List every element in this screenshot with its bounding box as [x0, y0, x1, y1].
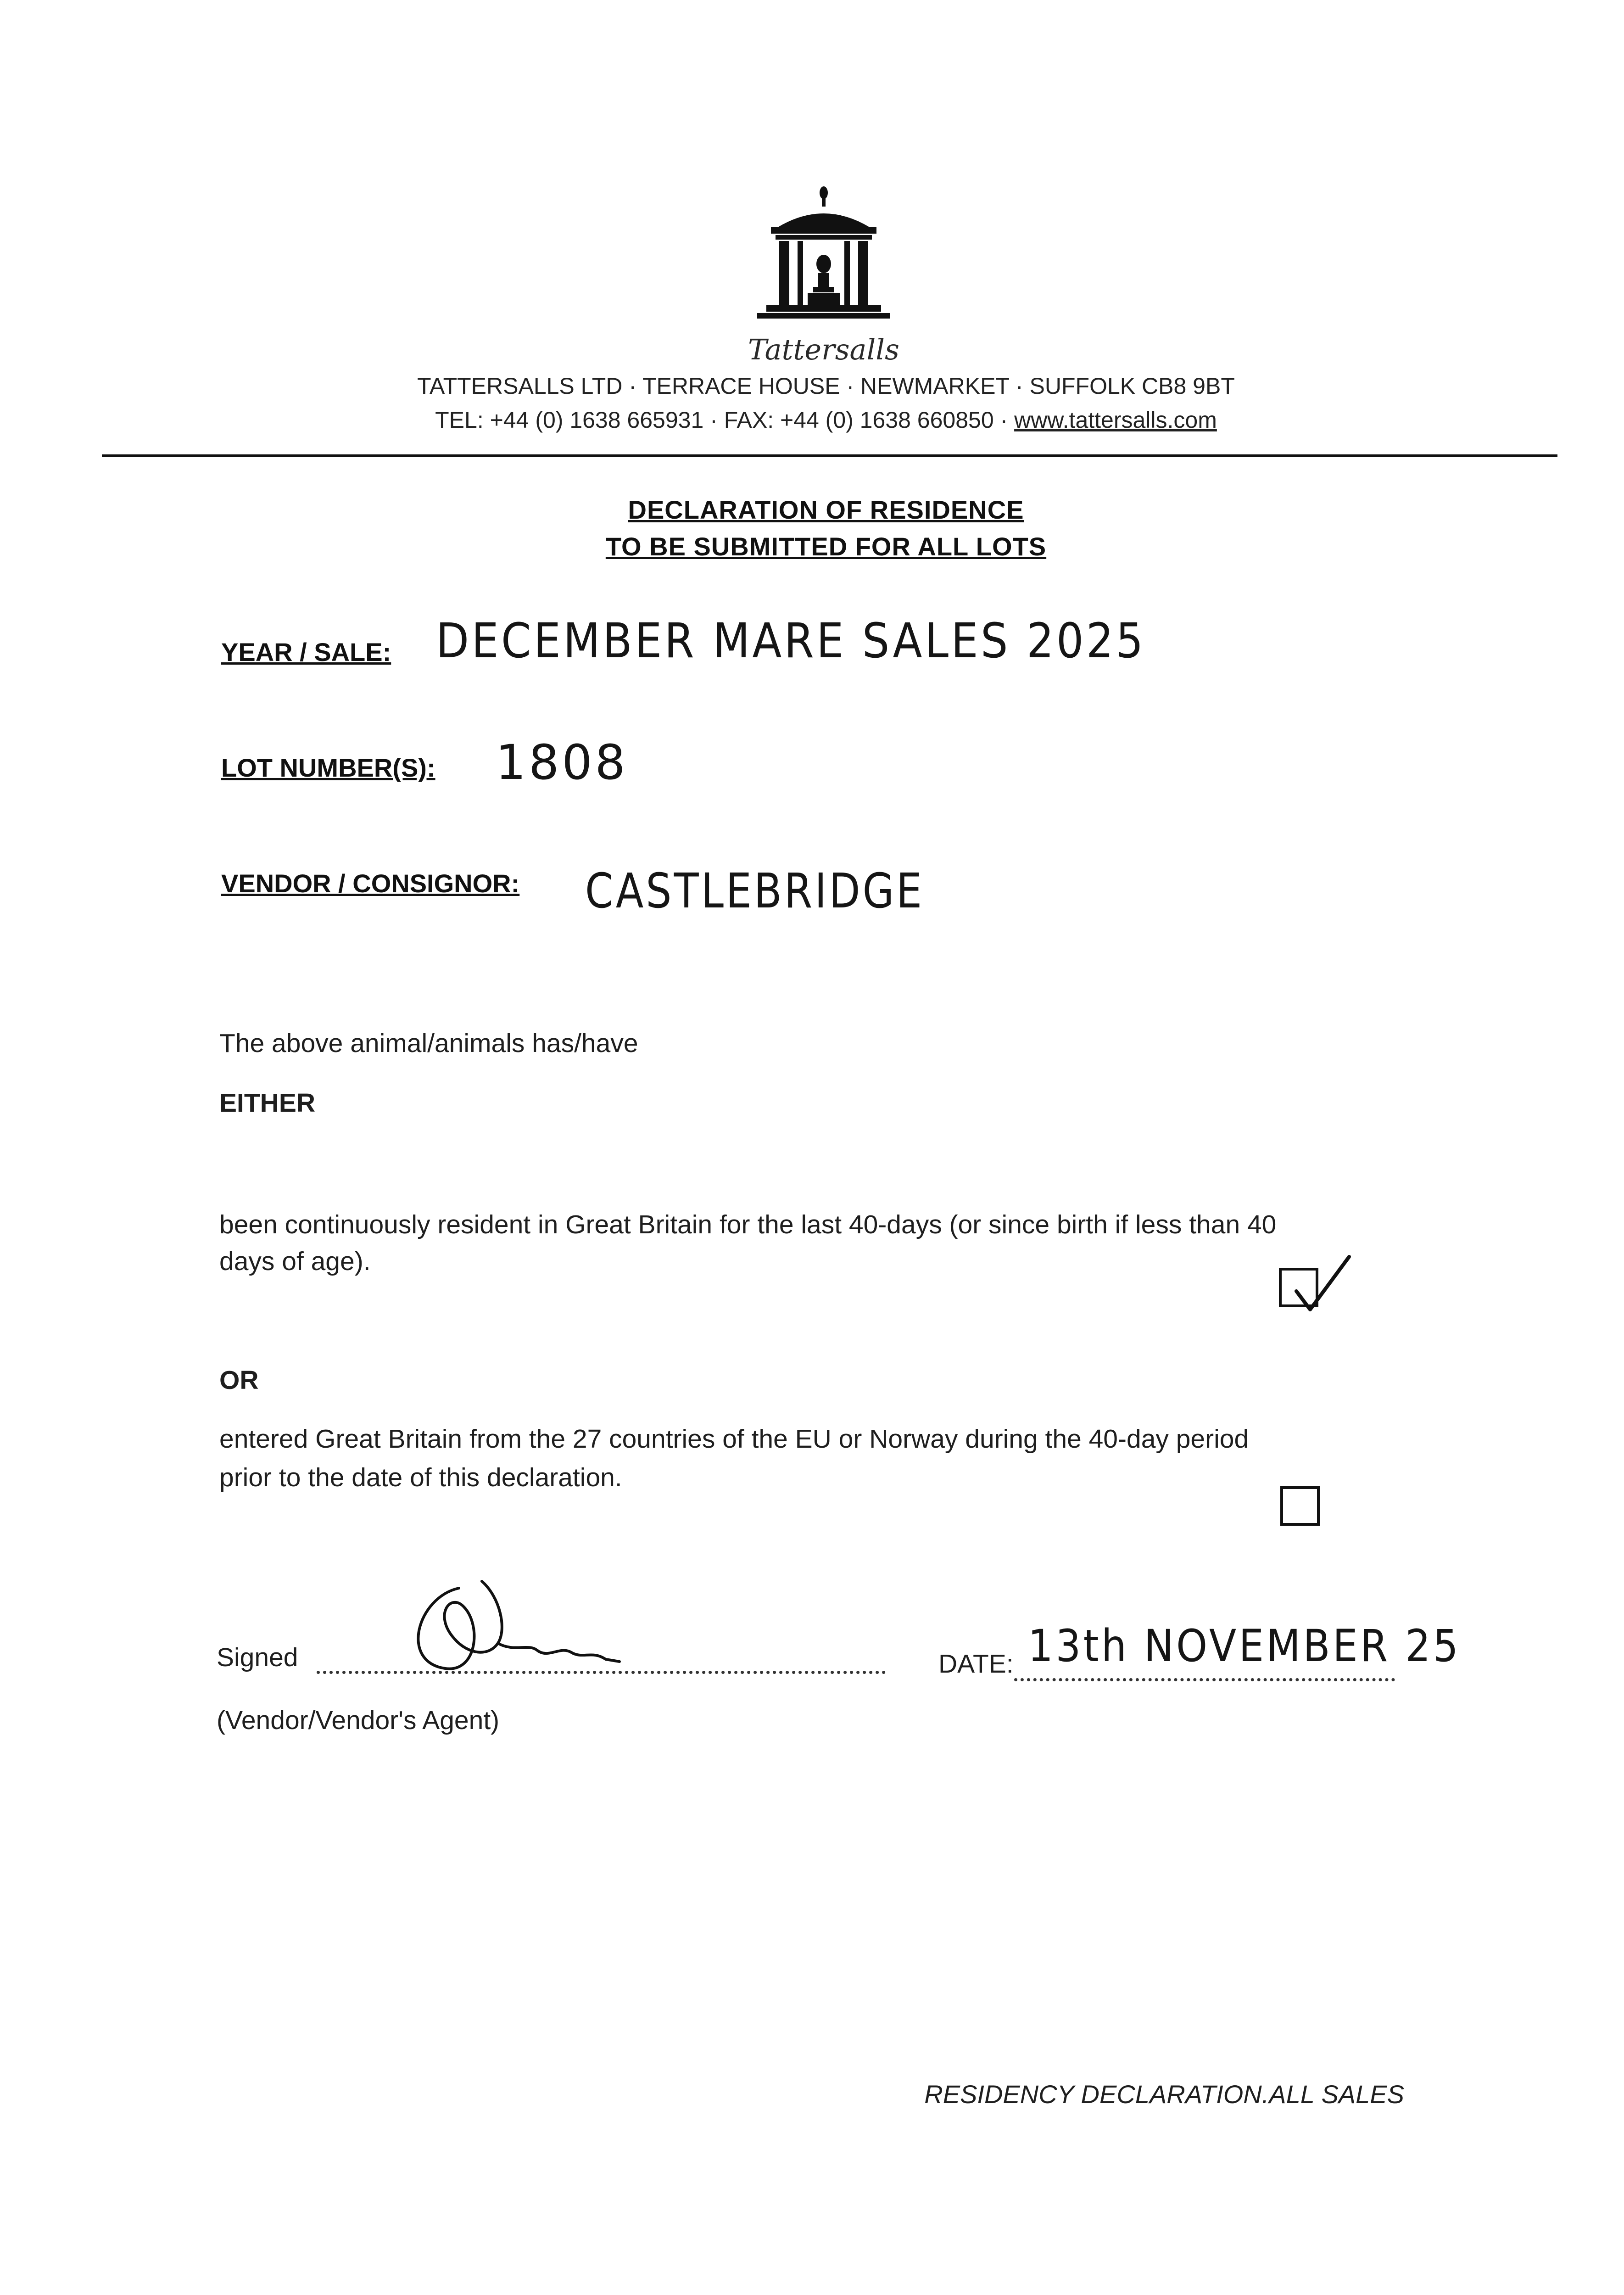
- checkmark-icon: [1285, 1252, 1354, 1321]
- lot-numbers-value[interactable]: 1808: [496, 734, 628, 790]
- option-resident-text-line2: days of age).: [219, 1247, 371, 1276]
- option-resident-text-line1: been continuously resident in Great Britain for the last 40-days (or since birth if less than 40: [219, 1210, 1277, 1239]
- header-divider: [102, 454, 1557, 457]
- either-label: EITHER: [219, 1088, 316, 1118]
- website-link[interactable]: www.tattersalls.com: [1014, 407, 1217, 433]
- or-label: OR: [219, 1366, 259, 1395]
- company-address: TATTERSALLS LTD · TERRACE HOUSE · NEWMARKET · SUFFOLK CB8 9BT: [417, 373, 1235, 399]
- option-entered-checkbox[interactable]: [1280, 1486, 1320, 1526]
- year-sale-label: YEAR / SALE:: [221, 638, 391, 666]
- option-entered-text-line2: prior to the date of this declaration.: [219, 1463, 622, 1492]
- handwritten-signature[interactable]: [390, 1570, 629, 1689]
- option-entered-text-line1: entered Great Britain from the 27 countries of the EU or Norway during the 40-day period: [219, 1424, 1249, 1454]
- signed-label: Signed: [217, 1643, 298, 1672]
- declaration-intro: The above animal/animals has/have: [219, 1029, 638, 1058]
- brand-name: Tattersalls: [748, 333, 899, 366]
- date-label: DATE:: [938, 1649, 1014, 1679]
- form-title: DECLARATION OF RESIDENCE: [628, 495, 1024, 524]
- signer-role: (Vendor/Vendor's Agent): [217, 1706, 500, 1735]
- date-line: [1014, 1678, 1395, 1681]
- date-value[interactable]: 13th NOVEMBER 25: [1028, 1620, 1461, 1672]
- vendor-consignor-value[interactable]: CASTLEBRIDGE: [585, 863, 925, 919]
- lot-numbers-label: LOT NUMBER(S):: [221, 753, 435, 782]
- vendor-consignor-label: VENDOR / CONSIGNOR:: [221, 869, 520, 898]
- company-contact: [321, 407, 1331, 433]
- year-sale-value[interactable]: DECEMBER MARE SALES 2025: [436, 613, 1146, 669]
- temple-pavilion-logo-icon: [757, 184, 890, 330]
- footer-reference: RESIDENCY DECLARATION.ALL SALES: [924, 2080, 1404, 2109]
- contact-numbers: TEL: +44 (0) 1638 665931 · FAX: +44 (0) 1638 660850 ·: [435, 407, 1015, 433]
- form-subtitle: TO BE SUBMITTED FOR ALL LOTS: [605, 532, 1047, 561]
